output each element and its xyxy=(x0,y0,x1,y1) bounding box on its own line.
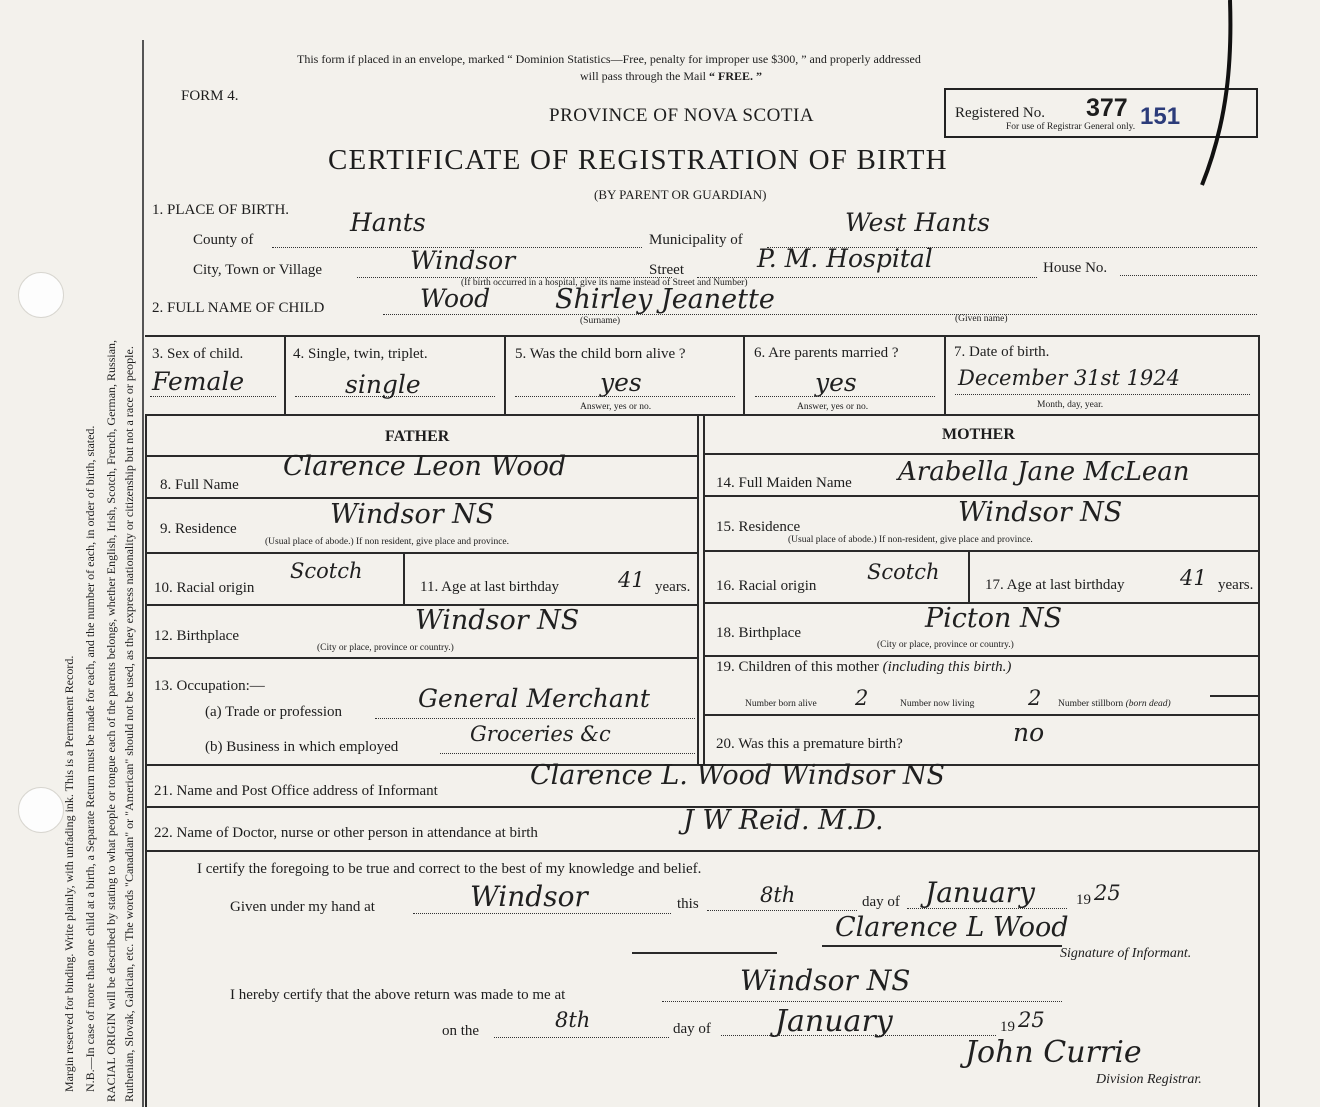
father-age-label: 11. Age at last birthday xyxy=(420,579,559,595)
mother-birthplace-caption: (City or place, province or country.) xyxy=(877,640,1014,650)
margin-instruction-3: RACIAL ORIGIN will be described by stating to what people or tongue each of the parents belongs, whether English, Irish, Scotch, French, German, Russian, xyxy=(104,339,118,1102)
given-month-value: January xyxy=(925,876,1035,909)
date-caption: Month, day, year. xyxy=(1037,400,1104,410)
premature-value: no xyxy=(1013,718,1045,747)
business-label: (b) Business in which employed xyxy=(205,739,399,755)
mother-heading: MOTHER xyxy=(942,426,1015,443)
registrar-year-value: 25 xyxy=(1018,1008,1045,1032)
mother-birthplace-label: 18. Birthplace xyxy=(716,625,801,641)
given-year-prefix: 19 xyxy=(1076,892,1091,908)
doctor-label: 22. Name of Doctor, nurse or other person in attendance at birth xyxy=(154,825,538,841)
county-label: County of xyxy=(193,232,254,248)
certificate-subtitle: (BY PARENT OR GUARDIAN) xyxy=(594,187,767,202)
given-place-value: Windsor xyxy=(470,880,588,913)
parents-married-label: 6. Are parents married ? xyxy=(754,345,899,361)
margin-rule xyxy=(142,40,144,1107)
father-residence-caption: (Usual place of abode.) If non resident, give place and province. xyxy=(265,537,509,547)
street-value: P. M. Hospital xyxy=(757,244,933,273)
plurality-label: 4. Single, twin, triplet. xyxy=(293,346,428,362)
county-value: Hants xyxy=(350,208,426,237)
premature-label: 20. Was this a premature birth? xyxy=(716,736,903,752)
margin-instruction-2: N.B.—In case of more than one child at a birth, a Separate Return must be made for each, and the number of each, in order of birth, stated. xyxy=(83,425,97,1092)
born-alive-count-label: Number born alive xyxy=(745,699,817,709)
binding-margin xyxy=(0,0,145,1107)
municipality-value: West Hants xyxy=(845,208,990,237)
margin-instruction-4: Ruthenian, Slovak, Galician, etc. The words "Canadian" or "American" should not be used, as they express nationality or citizenship but not a race or people. xyxy=(122,346,136,1102)
father-racial-value: Scotch xyxy=(290,559,363,583)
mail-notice-line1: This form if placed in an envelope, marked “ Dominion Statistics—Free, penalty for improper use $300, ” and properly addressed xyxy=(297,52,921,66)
answer-caption-married: Answer, yes or no. xyxy=(797,402,869,412)
given-day-value: 8th xyxy=(760,883,796,907)
informant-label: 21. Name and Post Office address of Informant xyxy=(154,783,438,799)
child-name-label: 2. FULL NAME OF CHILD xyxy=(152,300,325,316)
this-label: this xyxy=(677,896,699,912)
informant-value: Clarence L. Wood Windsor NS xyxy=(530,760,946,791)
mother-age-value: 41 xyxy=(1180,566,1207,590)
free-label: “ FREE. ” xyxy=(709,69,763,83)
registrar-month-value: January xyxy=(775,1004,893,1039)
given-year-value: 25 xyxy=(1094,881,1121,905)
mother-residence-value: Windsor NS xyxy=(958,497,1123,528)
father-name-label: 8. Full Name xyxy=(160,477,239,493)
city-label: City, Town or Village xyxy=(193,262,323,278)
certificate-title: CERTIFICATE OF REGISTRATION OF BIRTH xyxy=(328,144,948,176)
pen-stroke-mark xyxy=(1190,0,1250,200)
parents-married-value: yes xyxy=(815,368,857,397)
father-racial-label: 10. Racial origin xyxy=(154,580,255,596)
given-day-of-label: day of xyxy=(862,894,900,910)
trade-label: (a) Trade or profession xyxy=(205,704,343,720)
mother-residence-label: 15. Residence xyxy=(716,519,801,535)
registered-number-prefix: 377 xyxy=(1086,94,1128,122)
city-value: Windsor xyxy=(410,246,516,275)
doctor-value: J W Reid. M.D. xyxy=(683,805,884,836)
mail-notice-line2: will pass through the Mail “ FREE. ” xyxy=(580,69,763,83)
child-given-name-value: Shirley Jeanette xyxy=(555,284,775,315)
house-number-label: House No. xyxy=(1043,260,1108,276)
registrar-use-note: For use of Registrar General only. xyxy=(1006,122,1136,132)
given-name-caption: (Given name) xyxy=(955,314,1008,324)
born-alive-label: 5. Was the child born alive ? xyxy=(515,346,686,362)
registrar-place-value: Windsor NS xyxy=(740,964,911,997)
place-of-birth-label: 1. PLACE OF BIRTH. xyxy=(152,202,290,218)
informant-signature-caption: Signature of Informant. xyxy=(1060,946,1192,961)
plurality-value: single xyxy=(345,370,421,399)
informant-signature: Clarence L Wood xyxy=(835,912,1069,943)
municipality-label: Municipality of xyxy=(649,232,743,248)
father-residence-value: Windsor NS xyxy=(330,499,495,530)
mother-age-label: 17. Age at last birthday xyxy=(985,577,1125,593)
father-years-label: years. xyxy=(655,579,691,595)
surname-caption: (Surname) xyxy=(580,316,621,326)
father-residence-label: 9. Residence xyxy=(160,521,237,537)
sex-label: 3. Sex of child. xyxy=(152,346,244,362)
certification-statement: I certify the foregoing to be true and correct to the best of my knowledge and belief. xyxy=(197,861,702,877)
form-number: FORM 4. xyxy=(181,88,239,104)
children-of-mother-label: 19. Children of this mother (including this birth.) xyxy=(716,659,1012,675)
now-living-count-value: 2 xyxy=(1028,686,1042,710)
father-birthplace-caption: (City or place, province or country.) xyxy=(317,643,454,653)
father-age-value: 41 xyxy=(618,568,645,592)
registrar-signature: John Currie xyxy=(965,1035,1142,1070)
registrar-day-value: 8th xyxy=(555,1008,591,1032)
mother-residence-caption: (Usual place of abode.) If non-resident, give place and province. xyxy=(788,535,1033,545)
business-value: Groceries &c xyxy=(470,722,611,746)
father-occupation-label: 13. Occupation:— xyxy=(154,678,265,694)
margin-instruction-1: Margin reserved for binding. Write plainly, with unfading ink. This is a Permanent Record. xyxy=(62,655,76,1092)
given-under-hand-label: Given under my hand at xyxy=(230,899,375,915)
on-the-label: on the xyxy=(442,1023,480,1039)
answer-caption-alive: Answer, yes or no. xyxy=(580,402,652,412)
province-heading: PROVINCE OF NOVA SCOTIA xyxy=(549,105,815,126)
born-alive-value: yes xyxy=(600,368,642,397)
trade-value: General Merchant xyxy=(418,684,650,713)
registrar-year-prefix: 19 xyxy=(1000,1019,1015,1035)
mother-birthplace-value: Picton NS xyxy=(925,603,1063,634)
father-birthplace-value: Windsor NS xyxy=(415,605,580,636)
street-label: Street xyxy=(649,262,684,278)
mother-name-value: Arabella Jane McLean xyxy=(898,457,1190,487)
born-alive-count-value: 2 xyxy=(855,686,869,710)
date-of-birth-value: December 31st 1924 xyxy=(958,366,1181,390)
registered-number-suffix: 151 xyxy=(1140,103,1181,130)
sex-value: Female xyxy=(152,367,245,396)
hospital-note: (If birth occurred in a hospital, give its name instead of Street and Number) xyxy=(461,278,748,288)
mother-years-label: years. xyxy=(1218,577,1254,593)
stillborn-count-label: Number stillborn (born dead) xyxy=(1058,699,1171,709)
father-name-value: Clarence Leon Wood xyxy=(283,451,567,482)
mother-name-label: 14. Full Maiden Name xyxy=(716,475,852,491)
date-of-birth-label: 7. Date of birth. xyxy=(954,344,1050,360)
punch-hole-top xyxy=(18,272,64,318)
punch-hole-bottom xyxy=(18,787,64,833)
mother-racial-label: 16. Racial origin xyxy=(716,578,817,594)
mother-racial-value: Scotch xyxy=(867,560,940,584)
now-living-count-label: Number now living xyxy=(900,699,975,709)
registrar-caption: Division Registrar. xyxy=(1096,1072,1202,1087)
registrar-day-of-label: day of xyxy=(673,1021,711,1037)
father-heading: FATHER xyxy=(385,428,450,445)
father-birthplace-label: 12. Birthplace xyxy=(154,628,239,644)
registrar-statement: I hereby certify that the above return was made to me at xyxy=(230,987,566,1003)
registered-label: Registered No. xyxy=(955,105,1045,121)
child-surname-value: Wood xyxy=(420,284,491,313)
